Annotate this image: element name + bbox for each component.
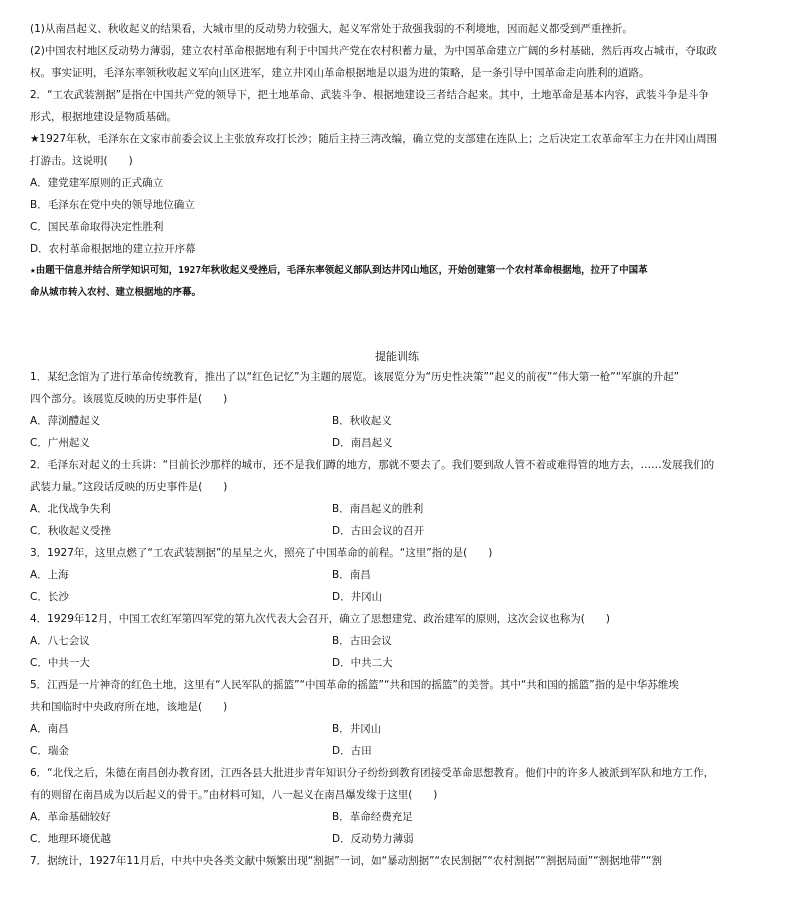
question-5-stem-line-1: 5．江西是一片神奇的红色土地，这里有“人民军队的摇篮”“中国革命的摇篮”“共和国的摇篮”的美誉。其中“共和国的摇篮”指的是中华苏维埃 — [30, 679, 679, 691]
example-question-stem-line-2: 打游击。这说明( ) — [30, 155, 133, 167]
example-question-stem-line-1: ★1927年秋，毛泽东在文家市前委会议上主张放弃攻打长沙；随后主持三湾改编，确立党的支部建在连队上；之后决定工农革命军主力在井冈山周围 — [30, 133, 718, 145]
question-2-option-a[interactable]: A．北伐战争失利 — [30, 503, 111, 515]
question-3-option-d[interactable]: D．井冈山 — [332, 591, 383, 603]
example-option-a: A．建党建军原则的正式确立 — [30, 177, 164, 189]
analysis-point-1: (1)从南昌起义、秋收起义的结果看，大城市里的反动势力较强大，起义军常处于敌强我弱的不利境地，因而起义都受到严重挫折。 — [30, 23, 633, 35]
example-option-d: D．农村革命根据地的建立拉开序幕 — [30, 243, 196, 255]
question-1-option-d[interactable]: D．南昌起义 — [332, 437, 393, 449]
knowledge-point-2-line-2: 形式，根据地建设是物质基础。 — [30, 111, 177, 123]
question-6-stem-line-1: 6．“北伐之后，朱德在南昌创办教育团，江西各县大批进步青年知识分子纷纷到教育团接受革命思想教育。他们中的许多人被派到军队和地方工作， — [30, 767, 715, 779]
question-3-option-a[interactable]: A．上海 — [30, 569, 69, 581]
question-6-option-a[interactable]: A．革命基础较好 — [30, 811, 111, 823]
question-4-option-b[interactable]: B．古田会议 — [332, 635, 392, 647]
knowledge-point-2-line-1: 2．“工农武装割据”是指在中国共产党的领导下，把土地革命、武装斗争、根据地建设三者结合起来。其中，土地革命是基本内容，武装斗争是斗争 — [30, 89, 710, 101]
section-title: 提能训练 — [375, 350, 419, 363]
question-2-option-c[interactable]: C．秋收起义受挫 — [30, 525, 111, 537]
question-1-stem-line-1: 1．某纪念馆为了进行革命传统教育，推出了以“红色记忆”为主题的展览。该展览分为“历史性决策”“起义的前夜”“伟大第一枪”“军旗的升起” — [30, 371, 680, 383]
question-4-option-c[interactable]: C．中共一大 — [30, 657, 90, 669]
question-1-option-b[interactable]: B．秋收起义 — [332, 415, 392, 427]
question-6-option-d[interactable]: D．反动势力薄弱 — [332, 833, 414, 845]
question-3-option-c[interactable]: C．长沙 — [30, 591, 69, 603]
question-5-stem-line-2: 共和国临时中央政府所在地，该地是( ) — [30, 701, 228, 713]
question-1-option-a[interactable]: A．萍浏醴起义 — [30, 415, 101, 427]
question-2-option-d[interactable]: D．古田会议的召开 — [332, 525, 425, 537]
question-2-option-b[interactable]: B．南昌起义的胜利 — [332, 503, 424, 515]
question-6-stem-line-2: 有的则留在南昌成为以后起义的骨干。”由材料可知，八一起义在南昌爆发缘于这里( ) — [30, 789, 438, 801]
explanation-line-1: ★由题干信息并结合所学知识可知，1927年秋收起义受挫后，毛泽东率领起义部队到达井冈山地区，开始创建第一个农村革命根据地，拉开了中国革 — [30, 265, 648, 276]
explanation-line-2: 命从城市转入农村、建立根据地的序幕。 — [30, 287, 202, 298]
question-4-option-a[interactable]: A．八七会议 — [30, 635, 90, 647]
question-6-option-b[interactable]: B．革命经费充足 — [332, 811, 413, 823]
question-6-option-c[interactable]: C．地理环境优越 — [30, 833, 111, 845]
question-1-stem-line-2: 四个部分。该展览反映的历史事件是( ) — [30, 393, 228, 405]
question-1-option-c[interactable]: C．广州起义 — [30, 437, 90, 449]
question-2-stem-line-1: 2．毛泽东对起义的士兵讲：“目前长沙那样的城市，还不是我们蹲的地方，那就不要去了。我们要到敌人管不着或难得管的地方去，……发展我们的 — [30, 459, 715, 471]
question-5-option-d[interactable]: D．古田 — [332, 745, 372, 757]
analysis-point-2-line-1: (2)中国农村地区反动势力薄弱，建立农村革命根据地有利于中国共产党在农村积蓄力量，为中国革命建立广阔的乡村基础，然后再攻占城市，夺取政 — [30, 45, 717, 57]
question-7-stem-line-1: 7．据统计，1927年11月后，中共中央各类文献中频繁出现“割据”一词，如“暴动割据”“农民割据”“农村割据”“割据局面”“割据地带”“割 — [30, 855, 662, 867]
question-2-stem-line-2: 武装力量。”这段话反映的历史事件是( ) — [30, 481, 228, 493]
question-5-option-a[interactable]: A．南昌 — [30, 723, 69, 735]
example-option-b: B．毛泽东在党中央的领导地位确立 — [30, 199, 195, 211]
question-5-option-c[interactable]: C．瑞金 — [30, 745, 69, 757]
example-option-c: C．国民革命取得决定性胜利 — [30, 221, 164, 233]
question-3-option-b[interactable]: B．南昌 — [332, 569, 371, 581]
question-5-option-b[interactable]: B．井冈山 — [332, 723, 382, 735]
question-4-option-d[interactable]: D．中共二大 — [332, 657, 393, 669]
question-4-stem: 4．1929年12月，中国工农红军第四军党的第九次代表大会召开，确立了思想建党、政治建军的原则，这次会议也称为( ) — [30, 613, 610, 625]
analysis-point-2-line-2: 权。事实证明，毛泽东率领秋收起义军向山区进军，建立井冈山革命根据地是以退为进的策略，是一条引导中国革命走向胜利的道路。 — [30, 67, 650, 79]
question-3-stem: 3．1927年，这里点燃了“工农武装割据”的星星之火，照亮了中国革命的前程。“这里”指的是( ) — [30, 547, 493, 559]
